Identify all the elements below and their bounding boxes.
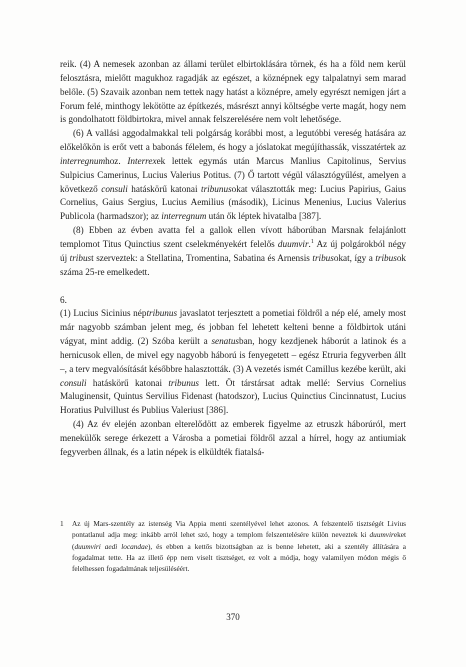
page-number: 370 [226,612,240,622]
paragraph-3 [60,224,406,279]
text-run: javaslatot terjesztett a pometiai földről a nép elé, amely most már nagyobb számban jelent meg, és jobban fel lehetett kelteni benne a földbirtok utáni vágyat, mint addig. (2) Szóba került a [60,308,407,347]
italic-term: tribus [312,252,334,263]
text-run: lett. Öt társtársat adtak mellé: Servius Cornelius Maluginensit, Quintus Servilius Fidenast (hatodszor), Lucius Quinctius Cincinnatust, Lucius Horatius Pulvillust és Publius Valeriust [386]. [60,377,407,416]
italic-term: tribunus [201,183,232,194]
italic-term: senatus [211,336,239,347]
italic-term: interregnum [60,155,106,166]
text-run: (1) Lucius Sicinius nép [60,308,147,319]
italic-term: consuli [60,377,87,388]
chapter-number: 6. [60,294,67,305]
paragraph-5: (4) Az év elején azonban elterelődött az emberek figyelme az etruszk háborúról, mert menekülők serege érkezett a Városba a pometiai földről azzal a hírrel, hogy az antiumiak fegyverben állnak, és a latin népek is elküldték fiatalsá- [60,419,406,457]
text-run: ), és ebben a kettős bizottságban az is benne lehetett, aki a szentély állítására a fogadalmat tette. Ha az illető épp nem viselt tisztséget, ez volt a módja, hogy valamilyen módon mégis ő felelhessen fogadalmának teljesüléséért. [72,541,406,574]
text-run: (8) Ebben az évben avatta fel a gallok ellen vívott háborúban Marsnak felajánlott templomot Titus Quinctius szent cselekményekért felelős [60,225,406,249]
text-run: hatáskörű katonai [127,183,202,194]
main-text [60,58,406,460]
italic-term: Interrex [127,155,157,166]
text-run: után ők léptek hivatalba [387]. [206,211,322,222]
paragraph-1: reik. (4) A nemesek azonban az állami terület elbirtoklására törnek, és ha a föld nem kerül felosztásra, mielőtt magukhoz ragadják az egészet, a köznépnek egy talpalatnyi sem marad belőle. (5) Szavaik azonban nem tettek nagy hatást a köznépre, amely egyrészt nemigen járt a Forum felé, minthogy lekötötte az építkezés, másrészt annyi költségbe verte magát, hogy nem is gondolhatott földbirtokra, mivel annak felszerelésére nem volt lehetősége. [60,59,406,125]
italic-term: tribus [69,252,92,263]
text-run: ek lettek egymás után Marcus Manlius Capitolinus, Servius Sulpicius Camerinus, Lucius Valerius Potitus. (7) Ő tartott végül választógyűlést, amelyen a következő [60,155,406,194]
italic-term: consuli [101,183,128,194]
italic-term: duumvir [277,238,309,249]
text-run: t szerveztek: a Stellatina, Tromentina, Sabatina és Arnensis [91,252,313,263]
footnote-text [60,518,406,574]
italic-term: tribus [375,252,397,263]
paragraph-2 [60,127,406,224]
text-run: okat választották meg: Lucius Papirius, Gaius Cornelius, Gaius Sergius, Lucius Aemilius (második), Licinus Menenius, Lucius Valerius Publicola (harmadszor); az [60,183,406,222]
text-run: ok száma 25-re emelkedett. [60,252,406,277]
text-run: hoz. [105,155,128,166]
text-run: (6) A vallási aggodalmakkal teli polgárság korábbi most, a legutóbbi vereség hatására az előkelőkön is erőt vett a babonás félelem, és hogy a jóslatokat megújíthassák, visszatértek az [60,128,406,153]
text-run: Az új polgárokból négy új [60,238,407,263]
footnote-number: 1 [60,519,64,528]
footnote [60,518,406,574]
footnote-ref[interactable]: 1 [310,238,314,245]
italic-term: tribunus [168,377,200,388]
paragraph-4 [60,307,406,418]
text-run: hatáskörű katonai [86,377,169,388]
text-run: ban, hogy kezdjenek háborút a latinok és a hernicusok ellen, de mivel egy nagyobb háború is fenyegetett – egész Etruria fegyverben állt –, a terv megvalósítását későbbre halasztották. (3) A vezetés ismét Camillus kezébe került, aki [60,336,406,374]
italic-term: tribunus [146,308,178,319]
italic-term: interregnum [161,211,207,222]
italic-term: duumviri aedi locandae [74,541,148,551]
text-run: okat, így a [333,252,376,263]
italic-term: duumvir [369,530,394,540]
text-run: . [308,238,311,249]
text-run: eket ( [72,530,406,551]
text-run: Az új Mars-szentély az istenség Via Appia menti szentélyével lehet azonos. A felszentelő tisztségét Livius pontatlanul adja meg: inkább arról lehet szó, hogy a templom felszentelésére külön neveztek ki [72,519,406,540]
